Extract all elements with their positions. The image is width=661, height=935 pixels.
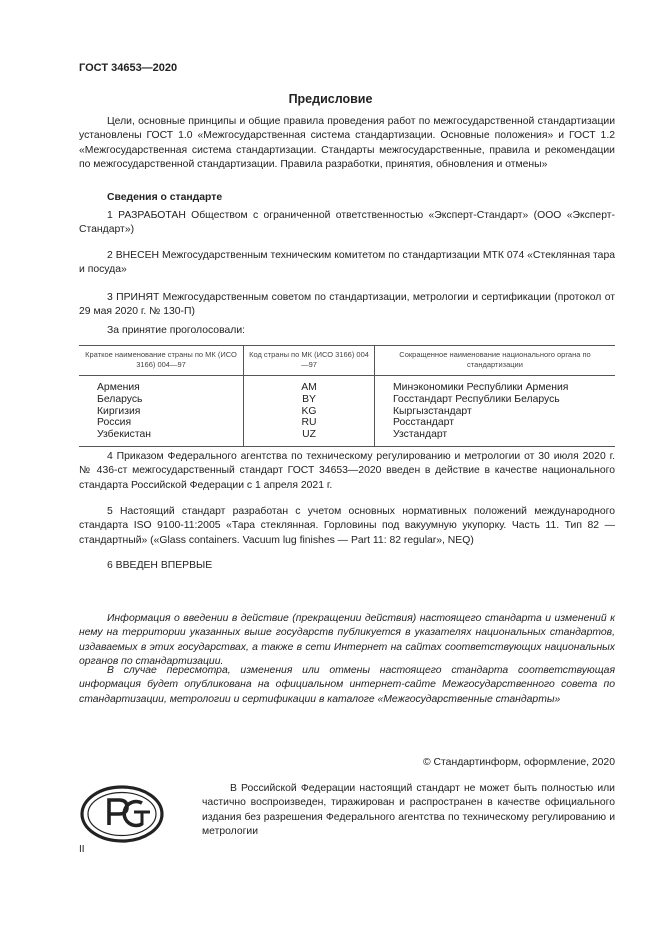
code-cell: RU (244, 417, 375, 429)
item-4-order: 4 Приказом Федерального агентства по техническому регулированию и метрологии от 30 июля 2020 г. № 436-ст межгосударственный стандарт ГОСТ 34653—2020 введен в действие в качестве национального стандарта Российской Федерации с 1 апреля 2021 г. (79, 451, 615, 491)
page-title: Предисловие (288, 92, 373, 106)
item-1-text: 1 РАЗРАБОТАН Обществом с ограниченной ответственностью «Эксперт-Стандарт» (ООО «Эксперт-Стандарт») (79, 210, 615, 236)
table-row (79, 429, 615, 446)
code-cell: AM (244, 376, 375, 394)
item-5-based-on: 5 Настоящий стандарт разработан с учетом основных нормативных положений международного стандарта ISO 9100-11:2005 «Тара стеклянная. Горловины под вакуумную укупорку. Часть 11. Тип 82 — стандартный» («Glass containers. Vacuum lug finishes — Part 11: 82 regular», NEQ) (79, 506, 615, 546)
voting-table (79, 345, 615, 447)
country-cell: Киргизия (97, 405, 141, 417)
code-cell: KG (244, 406, 375, 418)
rst-certification-mark-icon (79, 784, 165, 844)
item-6-first-introduced: 6 ВВЕДЕН ВПЕРВЫЕ (107, 560, 213, 571)
country-cell: Беларусь (97, 393, 143, 405)
table-row (79, 394, 615, 406)
country-cell: Узбекистан (79, 429, 244, 446)
table-row (79, 417, 615, 429)
table-header-country: Краткое наименование страны по МК (ИСО 3166) 004—97 (79, 346, 244, 376)
intro-paragraph: Цели, основные принципы и общие правила проведения работ по межгосударственной стандартизации установлены ГОСТ 1.0 «Межгосударственная система стандартизации. Основные положения» и ГОСТ 1.2 «Межгосударственная система стандартизации. Стандарты межгосударственные, правила и рекомендации по межгосударственной стандартизации. Правила разработки, принятия, обновления и отмены» (79, 116, 615, 170)
page-number: II (79, 844, 85, 855)
agency-cell: Росстандарт (375, 417, 616, 429)
code-cell: UZ (244, 429, 375, 446)
item-2-introduced: 2 ВНЕСЕН Межгосударственным техническим комитетом по стандартизации МТК 074 «Стеклянная тара и посуда» (79, 250, 615, 276)
item-3-adopted: 3 ПРИНЯТ Межгосударственным советом по стандартизации, метрологии и сертификации (протокол от 29 мая 2020 г. № 130-П) (79, 292, 615, 318)
info-paragraph-1: Информация о введении в действие (прекращении действия) настоящего стандарта и изменений к нему на территории указанных выше государств публикуется в указателях национальных стандартов, издаваемых в этих государствах, а также в сети Интернет на сайтах соответствующих национальных органов по стандартизации. (79, 613, 615, 667)
agency-cell: Госстандарт Республики Беларусь (375, 394, 616, 406)
agency-cell: Кыргызстандарт (375, 406, 616, 418)
table-header-agency: Сокращенное наименование национального органа по стандартизации (375, 346, 616, 376)
table-row (79, 376, 615, 394)
table-header-code: Код страны по МК (ИСО 3166) 004—97 (244, 346, 375, 376)
item-1-developed (79, 209, 615, 238)
table-row (79, 406, 615, 418)
agency-cell: Узстандарт (375, 429, 616, 446)
vote-intro: За принятие проголосовали: (107, 325, 246, 336)
agency-cell: Минэкономики Республики Армения (375, 376, 616, 394)
section-heading: Сведения о стандарте (107, 192, 223, 203)
info-paragraph-2: В случае пересмотра, изменения или отмены настоящего стандарта соответствующая информация будет опубликована на официальном интернет-сайте Межгосударственного совета по стандартизации, метрологии и сертификации в каталоге «Межгосударственные стандарты» (79, 665, 615, 705)
document-header: ГОСТ 34653—2020 (79, 62, 178, 74)
code-cell: BY (244, 394, 375, 406)
copyright-notice: В Российской Федерации настоящий стандарт не может быть полностью или частично воспроизведен, тиражирован и распространен в качестве официального издания без разрешения Федерального агентства по техническому регулированию и метрологии (202, 783, 615, 837)
copyright-line: © Стандартинформ, оформление, 2020 (422, 757, 615, 768)
country-cell: Россия (97, 417, 132, 429)
country-cell: Армения (97, 382, 140, 393)
